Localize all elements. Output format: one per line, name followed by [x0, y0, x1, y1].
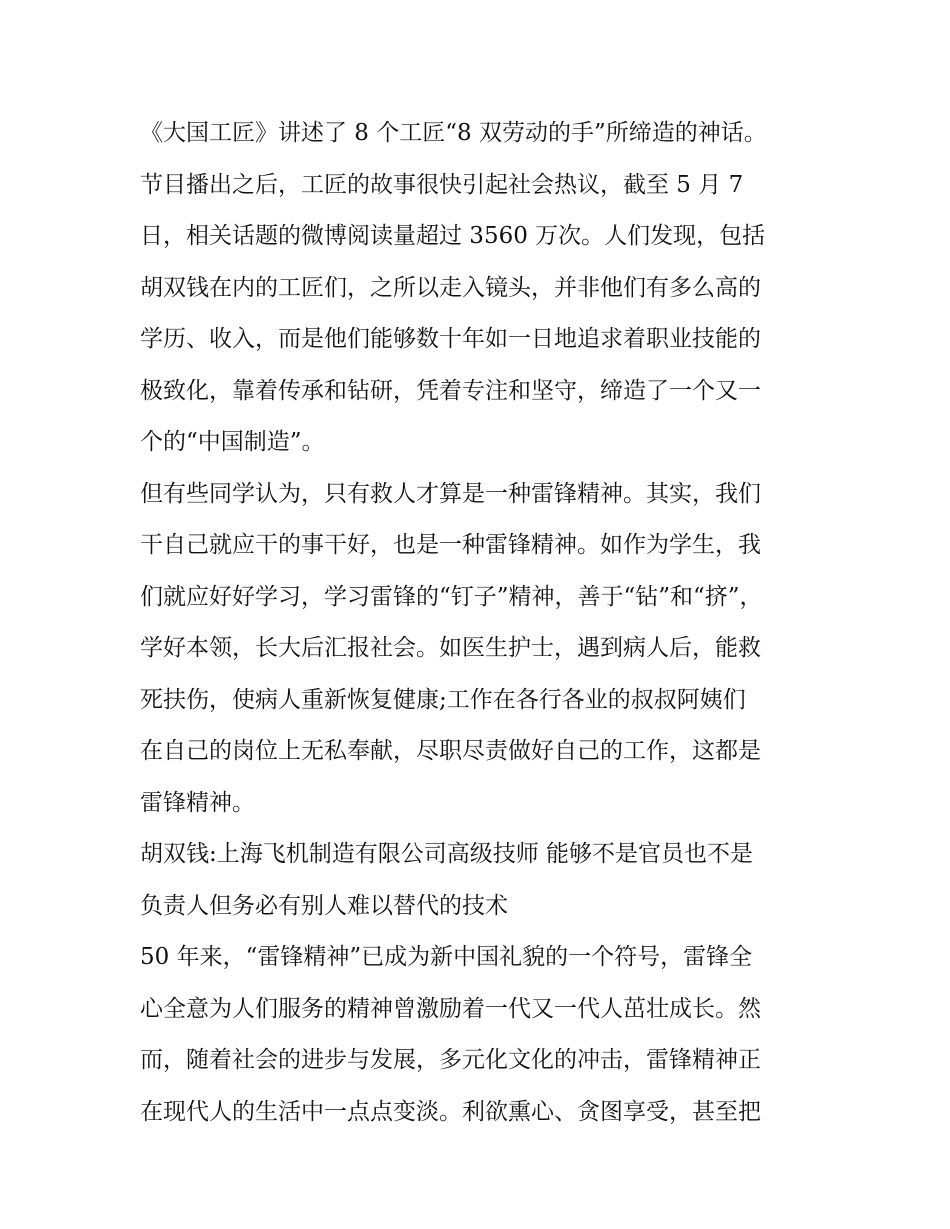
text-line-18: 心全意为人们服务的精神曾激励着一代又一代人茁壮成长。然: [140, 995, 761, 1022]
text-line-5: 学历、收入，而是他们能够数十年如一日地追求着职业技能的: [140, 326, 761, 352]
text-line-12: 死扶伤，使病人重新恢复健康;工作在各行各业的叔叔阿姨们: [140, 686, 746, 713]
text-line-19: 而，随着社会的进步与发展，多元化文化的冲击，雷锋精神正: [140, 1047, 761, 1073]
text-line-17: 50 年来，“雷锋精神”已成为新中国礼貌的一个符号，雷锋全: [140, 944, 753, 970]
text-line-7: 个的“中国制造”。: [140, 429, 325, 455]
document-body: [140, 108, 820, 1138]
text-line-20: 在现代人的生活中一点点变淡。利欲熏心、贪图享受，甚至把: [140, 1098, 761, 1125]
text-line-8: 但有些同学认为，只有救人才算是一种雷锋精神。其实，我们: [140, 480, 761, 507]
text-line-9: 干自己就应干的事干好，也是一种雷锋精神。如作为学生，我: [140, 532, 761, 558]
text-line-6: 极致化，靠着传承和钻研，凭着专注和坚守，缔造了一个又一: [140, 377, 761, 404]
text-line-11: 学好本领，长大后汇报社会。如医生护士，遇到病人后，能救: [140, 635, 761, 661]
text-line-1: 《大国工匠》讲述了 8 个工匠“8 双劳动的手”所缔造的神话。: [140, 120, 767, 146]
text-line-4: 胡双钱在内的工匠们，之所以走入镜头，并非他们有多么高的: [140, 274, 761, 301]
text-line-10: 们就应好好学习，学习雷锋的“钉子”精神，善于“钻”和“挤”，: [140, 583, 763, 610]
text-line-3: 日，相关话题的微博阅读量超过 3560 万次。人们发现，包括: [140, 223, 766, 249]
text-line-2: 节目播出之后，工匠的故事很快引起社会热议，截至 5 月 7: [140, 171, 744, 198]
text-line-16: 负责人但务必有别人难以替代的技术: [140, 892, 508, 919]
text-line-14: 雷锋精神。: [140, 789, 255, 816]
text-line-15: 胡双钱:上海飞机制造有限公司高级技师 能够不是官员也不是: [140, 841, 754, 867]
text-line-13: 在自己的岗位上无私奉献，尽职尽责做好自己的工作，这都是: [140, 738, 761, 764]
